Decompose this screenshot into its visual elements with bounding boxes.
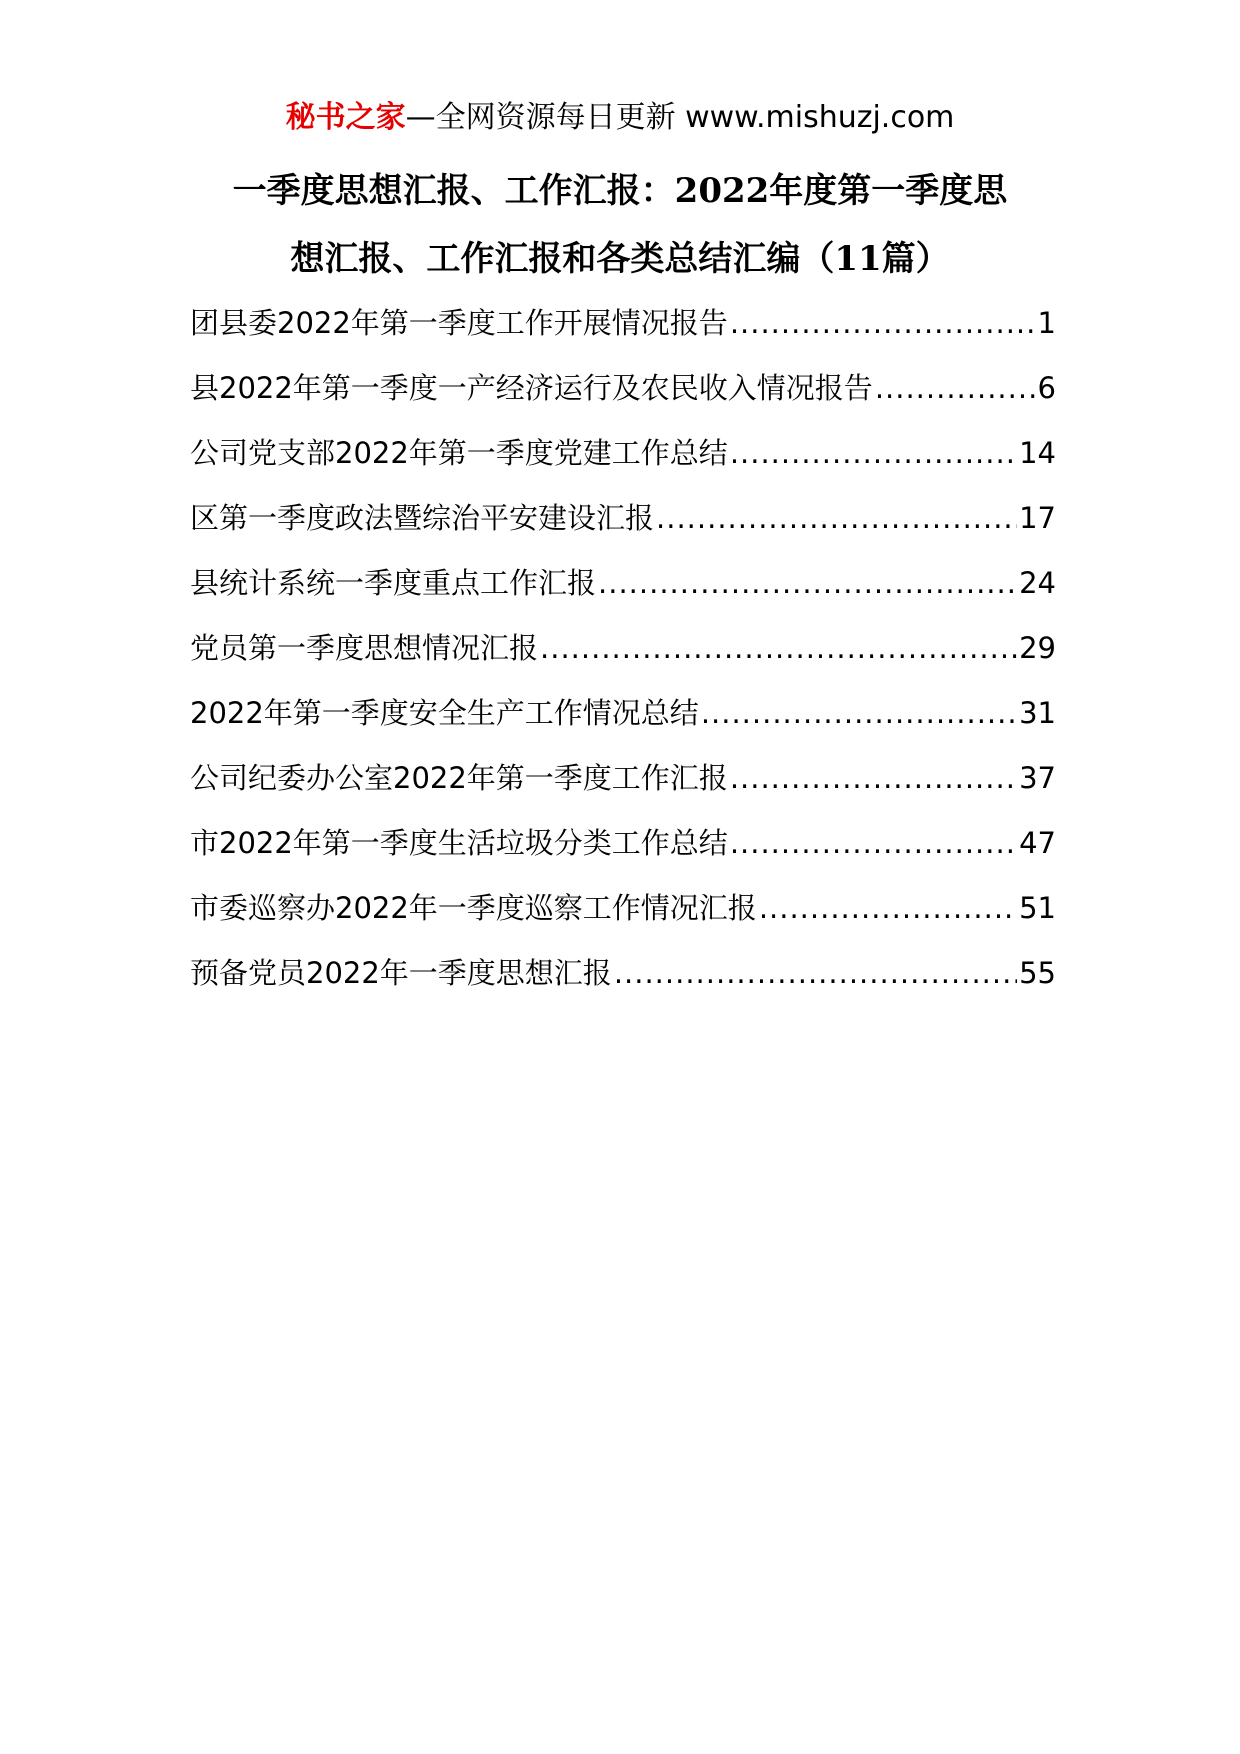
toc-leader-dots [875,363,1036,413]
toc-entry-title: 团县委2022年第一季度工作开展情况报告 [190,306,728,340]
toc-leader-dots [730,753,1017,803]
toc-entry-3[interactable] [190,428,1056,493]
site-header [0,98,1240,138]
toc-leader-dots [730,428,1017,478]
toc-entry-page: 6 [1037,371,1056,405]
toc-leader-dots [701,688,1017,738]
toc-entry-5[interactable] [190,558,1056,623]
toc-entry-title: 公司党支部2022年第一季度党建工作总结 [190,436,728,470]
header-tagline: —全网资源每日更新 www.mishuzj.com [405,100,955,135]
toc-entry-title: 市2022年第一季度生活垃圾分类工作总结 [190,826,728,860]
toc-leader-dots [759,883,1017,933]
table-of-contents [190,298,1056,1013]
toc-entry-title: 县2022年第一季度一产经济运行及农民收入情况报告 [190,371,873,405]
toc-entry-title: 预备党员2022年一季度思想汇报 [190,956,612,990]
toc-entry-page: 17 [1019,501,1056,535]
toc-entry-page: 51 [1019,891,1056,925]
toc-entry-title: 县统计系统一季度重点工作汇报 [190,566,597,600]
toc-entry-page: 1 [1037,306,1056,340]
toc-entry-title: 市委巡察办2022年一季度巡察工作情况汇报 [190,891,757,925]
toc-entry-4[interactable] [190,493,1056,558]
toc-entry-7[interactable] [190,688,1056,753]
toc-entry-page: 47 [1019,826,1056,860]
toc-entry-title: 区第一季度政法暨综治平安建设汇报 [190,501,655,535]
toc-leader-dots [614,948,1017,998]
toc-entry-page: 29 [1019,631,1056,665]
toc-entry-title: 公司纪委办公室2022年第一季度工作汇报 [190,761,728,795]
toc-entry-9[interactable] [190,818,1056,883]
toc-entry-page: 14 [1019,436,1056,470]
toc-entry-page: 55 [1019,956,1056,990]
toc-leader-dots [730,818,1017,868]
brand-name: 秘书之家 [285,100,406,135]
toc-leader-dots [598,558,1017,608]
document-title-line-1: 一季度思想汇报、工作汇报：2022年度第一季度思 [232,171,1008,211]
toc-entry-11[interactable] [190,948,1056,1013]
toc-entry-page: 24 [1019,566,1056,600]
toc-entry-page: 37 [1019,761,1056,795]
toc-entry-10[interactable] [190,883,1056,948]
toc-leader-dots [540,623,1017,673]
toc-entry-1[interactable] [190,298,1056,363]
toc-entry-6[interactable] [190,623,1056,688]
toc-leader-dots [656,493,1017,543]
document-title-line-2: 想汇报、工作汇报和各类总结汇编（11篇） [290,239,950,279]
toc-entry-title: 党员第一季度思想情况汇报 [190,631,539,665]
toc-entry-page: 31 [1019,696,1056,730]
toc-entry-2[interactable] [190,363,1056,428]
toc-entry-8[interactable] [190,753,1056,818]
toc-leader-dots [730,298,1036,348]
toc-entry-title: 2022年第一季度安全生产工作情况总结 [190,696,699,730]
